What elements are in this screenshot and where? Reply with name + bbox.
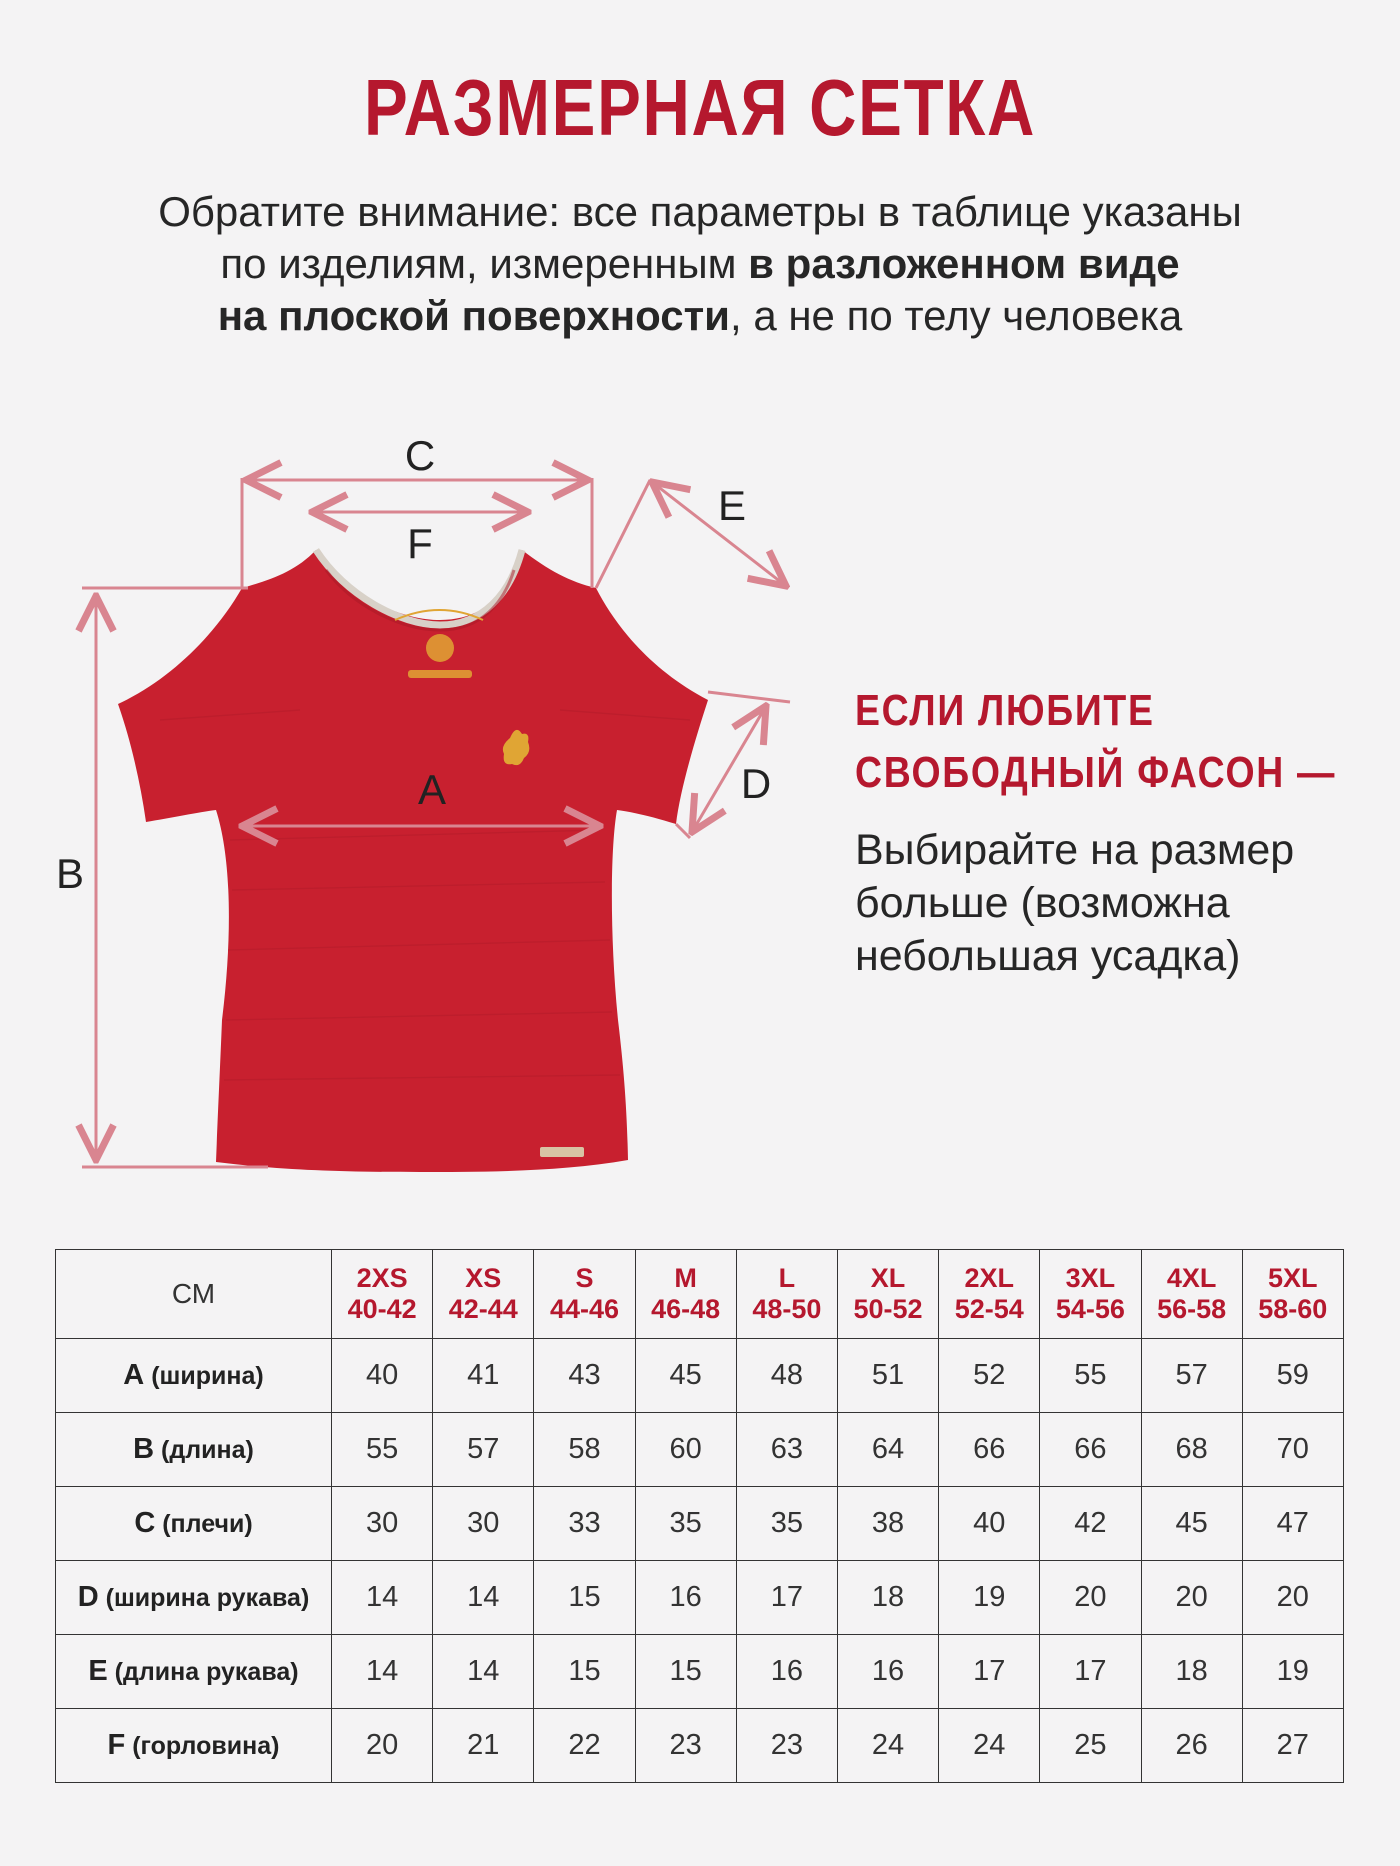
page-title: РАЗМЕРНАЯ СЕТКА: [364, 63, 1036, 152]
table-cell: 16: [837, 1635, 938, 1709]
table-cell: 19: [1242, 1635, 1343, 1709]
notice-line-2: [0, 238, 1400, 290]
notice-line-2-plain: по изделиям, измеренным: [220, 240, 749, 287]
notice-line-1: Обратите внимание: все параметры в таблице указаны: [158, 188, 1242, 235]
table-row: [56, 1487, 1344, 1561]
table-cell: 48: [736, 1339, 837, 1413]
size-header: [1040, 1250, 1141, 1339]
table-cell: 24: [939, 1709, 1040, 1783]
table-cell: 23: [736, 1709, 837, 1783]
notice-line-3-plain: , а не по телу человека: [729, 292, 1183, 339]
size-header: [736, 1250, 837, 1339]
ru-size-range: 56-58: [1157, 1294, 1227, 1324]
measurement-name: (ширина): [144, 1362, 264, 1390]
table-cell: 55: [1040, 1339, 1141, 1413]
measurement-letter: C: [134, 1507, 156, 1539]
notice-line-3: [0, 290, 1400, 342]
ru-size-range: 40-42: [347, 1294, 417, 1324]
table-cell: 17: [939, 1635, 1040, 1709]
table-cell: 25: [1040, 1709, 1141, 1783]
table-cell: 17: [1040, 1635, 1141, 1709]
tshirt-image: [118, 550, 708, 1172]
hem-label: [540, 1147, 584, 1157]
table-cell: 45: [635, 1339, 736, 1413]
size-label: 2XS: [356, 1263, 408, 1293]
table-cell: 35: [736, 1487, 837, 1561]
table-cell: 18: [1141, 1635, 1242, 1709]
table-row: [56, 1413, 1344, 1487]
size-header: [635, 1250, 736, 1339]
label-e: E: [717, 482, 747, 529]
size-label: 5XL: [1268, 1263, 1318, 1293]
size-label: M: [674, 1263, 697, 1293]
label-c: C: [404, 432, 436, 479]
table-row: [56, 1709, 1344, 1783]
measurement-name: (длина рукава): [107, 1658, 299, 1686]
size-label: XS: [465, 1263, 502, 1293]
tshirt-measurement-diagram: [0, 420, 820, 1180]
ru-size-range: 54-56: [1055, 1294, 1125, 1324]
measurement-label: [56, 1561, 332, 1635]
fit-tip-heading-line-2: СВОБОДНЫЙ ФАСОН —: [855, 748, 1337, 797]
table-cell: 40: [332, 1339, 433, 1413]
table-cell: 14: [332, 1635, 433, 1709]
table-cell: 41: [433, 1339, 534, 1413]
tshirt-body: [118, 550, 708, 1172]
fit-tip-text: Выбирайте на размер больше (возможна небольшая усадка): [855, 826, 1295, 980]
unit-label: СМ: [171, 1278, 216, 1309]
table-cell: 14: [332, 1561, 433, 1635]
measurement-letter: B: [133, 1433, 155, 1465]
table-cell: 70: [1242, 1413, 1343, 1487]
measurement-name: (плечи): [155, 1510, 253, 1538]
measurement-name: (горловина): [125, 1732, 280, 1760]
ru-size-range: 52-54: [954, 1294, 1024, 1324]
measurement-letter: E: [88, 1655, 108, 1687]
measurement-name: (длина): [154, 1436, 254, 1464]
table-cell: 58: [534, 1413, 635, 1487]
size-header: [1242, 1250, 1343, 1339]
size-header-row: [56, 1250, 1344, 1339]
fit-tip-heading-line-1: ЕСЛИ ЛЮБИТЕ: [855, 686, 1155, 735]
measurement-letter: D: [77, 1581, 99, 1613]
size-label: 4XL: [1166, 1263, 1217, 1293]
table-cell: 30: [332, 1487, 433, 1561]
table-cell: 23: [635, 1709, 736, 1783]
measurement-letter: A: [123, 1359, 145, 1391]
table-cell: 60: [635, 1413, 736, 1487]
table-cell: 26: [1141, 1709, 1242, 1783]
table-cell: 27: [1242, 1709, 1343, 1783]
table-cell: 57: [1141, 1339, 1242, 1413]
size-header: [837, 1250, 938, 1339]
ru-size-range: 50-52: [853, 1294, 923, 1324]
table-cell: 14: [433, 1561, 534, 1635]
measurement-label: [56, 1413, 332, 1487]
table-cell: 16: [635, 1561, 736, 1635]
table-cell: 16: [736, 1635, 837, 1709]
size-header: [433, 1250, 534, 1339]
measurement-label: [56, 1339, 332, 1413]
table-cell: 42: [1040, 1487, 1141, 1561]
measurement-notice: [0, 186, 1400, 342]
measurement-label: [56, 1635, 332, 1709]
table-cell: 33: [534, 1487, 635, 1561]
measurement-name: (ширина рукава): [98, 1584, 310, 1612]
ru-size-range: 58-60: [1258, 1294, 1328, 1324]
measurement-label: [56, 1487, 332, 1561]
table-cell: 66: [1040, 1413, 1141, 1487]
size-header: [534, 1250, 635, 1339]
table-cell: 38: [837, 1487, 938, 1561]
label-b: B: [55, 850, 85, 897]
label-a: A: [417, 766, 447, 813]
table-row: [56, 1561, 1344, 1635]
size-label: S: [575, 1263, 594, 1293]
table-cell: 20: [1141, 1561, 1242, 1635]
size-label: 3XL: [1065, 1263, 1116, 1293]
table-cell: 40: [939, 1487, 1040, 1561]
table-cell: 21: [433, 1709, 534, 1783]
measurement-letter: F: [107, 1729, 126, 1761]
table-cell: 18: [837, 1561, 938, 1635]
table-cell: 66: [939, 1413, 1040, 1487]
table-cell: 47: [1242, 1487, 1343, 1561]
size-header: [939, 1250, 1040, 1339]
table-row: [56, 1339, 1344, 1413]
size-label: XL: [870, 1263, 906, 1293]
table-cell: 20: [332, 1709, 433, 1783]
ru-size-range: 44-46: [549, 1294, 619, 1324]
table-cell: 24: [837, 1709, 938, 1783]
notice-line-2-bold: в разложенном виде: [748, 240, 1180, 287]
table-cell: 19: [939, 1561, 1040, 1635]
unit-header: [56, 1250, 332, 1339]
size-table: [55, 1249, 1344, 1783]
ru-size-range: 48-50: [752, 1294, 822, 1324]
table-cell: 55: [332, 1413, 433, 1487]
table-cell: 14: [433, 1635, 534, 1709]
measurement-label: [56, 1709, 332, 1783]
table-cell: 17: [736, 1561, 837, 1635]
table-cell: 59: [1242, 1339, 1343, 1413]
table-cell: 20: [1242, 1561, 1343, 1635]
table-row: [56, 1635, 1344, 1709]
ru-size-range: 42-44: [448, 1294, 518, 1324]
size-label: L: [778, 1263, 796, 1293]
table-cell: 15: [534, 1561, 635, 1635]
ru-size-range: 46-48: [651, 1294, 721, 1324]
table-cell: 64: [837, 1413, 938, 1487]
fit-tip-heading: [855, 680, 1336, 804]
table-cell: 22: [534, 1709, 635, 1783]
table-cell: 43: [534, 1339, 635, 1413]
size-label: 2XL: [964, 1263, 1014, 1293]
size-header: [1141, 1250, 1242, 1339]
label-d: D: [740, 760, 772, 807]
notice-line-3-bold: на плоской поверхности: [217, 292, 730, 339]
table-cell: 35: [635, 1487, 736, 1561]
table-cell: 45: [1141, 1487, 1242, 1561]
table-cell: 57: [433, 1413, 534, 1487]
table-cell: 30: [433, 1487, 534, 1561]
size-header: [332, 1250, 433, 1339]
label-f: F: [407, 520, 433, 567]
table-cell: 68: [1141, 1413, 1242, 1487]
table-cell: 15: [635, 1635, 736, 1709]
table-cell: 20: [1040, 1561, 1141, 1635]
table-cell: 52: [939, 1339, 1040, 1413]
table-cell: 15: [534, 1635, 635, 1709]
table-cell: 51: [837, 1339, 938, 1413]
table-cell: 63: [736, 1413, 837, 1487]
